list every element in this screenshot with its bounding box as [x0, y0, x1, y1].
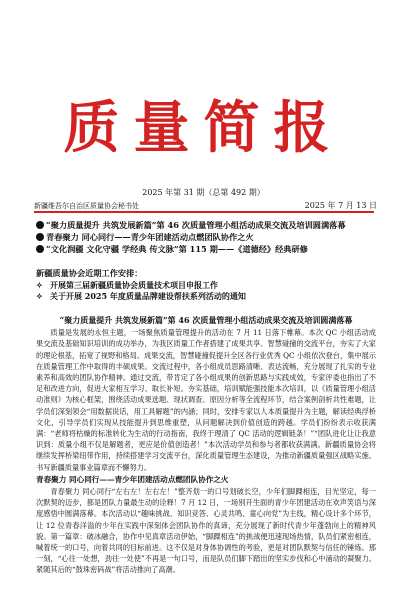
publisher: 新疆维吾尔自治区质量协会秘书处 [34, 202, 139, 210]
headline-text: 青春聚力 同心同行——青少年团建活动点燃团队协作之火 [46, 232, 254, 242]
list-item-text: 关于开展 2025 年度质量品牌建设帮扶系列活动的通知 [50, 291, 246, 301]
bullet-icon [36, 245, 44, 253]
article-subtitle: 青春聚力 同心同行——青少年团建活动点燃团队协作之火 [36, 474, 229, 484]
article-title: “聚力质量提升 共筑发展新篇”第 46 次质量管理小组活动成果交流及培训圆满落幕 [59, 315, 353, 325]
headline-text: “文化润疆 文化守疆 学经典 传文脉”第 115 期——《道德经》经典研修 [46, 244, 308, 254]
recent-work-list [36, 280, 376, 302]
header-divider [34, 211, 374, 213]
publish-date: 2025 年 7 月 13 日 [304, 201, 377, 210]
list-item-text: 开展第三届新疆质量协会质量技术项目申报工作 [50, 280, 218, 290]
recent-work-title: 新疆质量协会近期工作安排： [36, 268, 143, 278]
list-item [36, 291, 376, 302]
issue-number: 2025 年第 31 期（总第 492 期） [142, 188, 265, 197]
headline-item [36, 243, 376, 255]
diamond-star-icon: ✧ [36, 280, 43, 290]
headline-list [36, 219, 376, 255]
diamond-star-icon: ✧ [36, 291, 43, 301]
bullet-icon [36, 233, 44, 241]
masthead-title: 质量简报 [63, 95, 344, 161]
article-paragraph: 青春聚力 同心同行“左右左！左右左！”整齐划一的口号划破长空，少年们脚踝相连，目光坚定，每一次默契的迈步，都是团队力量最生动的诠释！7 月 12 日，一场别开生面的青少年团建活动在欢声笑语与深度感悟中圆满落幕。本次活动以“趣味挑战、知识竞答、心灵共鸣、童心向党”为主线，精心设计多个环节，让 12 位青春洋溢的少年在实践中深刻体会团队协作的真谛，充分展现了新时代青少年蓬勃向上的精神风貌。第一篇章：破冰融合，协作中见真章活动伊始，“脚踝相连”的挑战便迅速现场热情，队员们紧密相连，喊着统一的口号，向着共同的目标前进。这不仅是对身体协调性的考验，更是对团队默契与信任的锤炼。那一刻，“心往一处想，劲往一处使”不再是一句口号，而是队员们脚下踏出的坚实步伐和心中涌动的凝聚力。紧随其后的“鼓珠密码战”将活动推向了高潮。 [36, 487, 376, 575]
headline-text: “聚力质量提升 共筑发展新篇”第 46 次质量管理小组活动成果交流及培训圆满落幕 [46, 220, 346, 230]
list-item [36, 280, 376, 291]
bullet-icon [36, 221, 44, 229]
article-body [36, 315, 376, 576]
headline-item [36, 219, 376, 231]
headline-item [36, 231, 376, 243]
article-paragraph: 质量是发展的永恒主题，一场聚焦质量管理提升的活动在 7 月 11 日落下帷幕。本次 QC 小组活动成果交流及基础知识培训的成功举办，为我区质量工作者搭建了成果共享、智慧碰撞的交流平台，夯实了大家的理论根基，拓宽了视野和格局。成果交流，智慧碰撞促提升全区各行业优秀 QC 小组依次登台，集中展示在质量管理工作中取得的丰硕成果。交流过程中，各小组成员思路清晰、表达流畅，充分展现了扎实的专业素养和高效的团队协作精神。通过交流，带肯定了各小组成果的创新思路与实践成效，专家评委也指出了不足和改进方向，促进大家相互学习、取长补短。夯实基础，培训赋能强技能本次培训，以《质量管理小组活动准则》为核心框架，围绕活动成果选题、现状调查、原因分析等全流程环节，结合案例剖析共性难题，让学员们深刻领会“用数据说话，用工具解题”的内涵；同时，安排专家以人本质量提升为主题，解读经典浮桥文化，引导学员们实现从技能提升到思维重塑，从问题解决到价值创造的跨越。学员们纷纷表示收获满满：“老师将枯燥的标准转化为生动的行动指南，我终于理清了 QC 活动的逻辑链条！”“团队进化让让我意识到：质量小组不仅是解题者，更应是价值创造者！”本次活动学员和参与者都收获满满。新疆质量协会将继续发挥桥梁纽带作用，持续搭建学习交流平台，深化质量管理生态建设，为推动新疆质量强区战略实施、书写新疆质量事业篇章而不懈努力。 [36, 328, 376, 472]
